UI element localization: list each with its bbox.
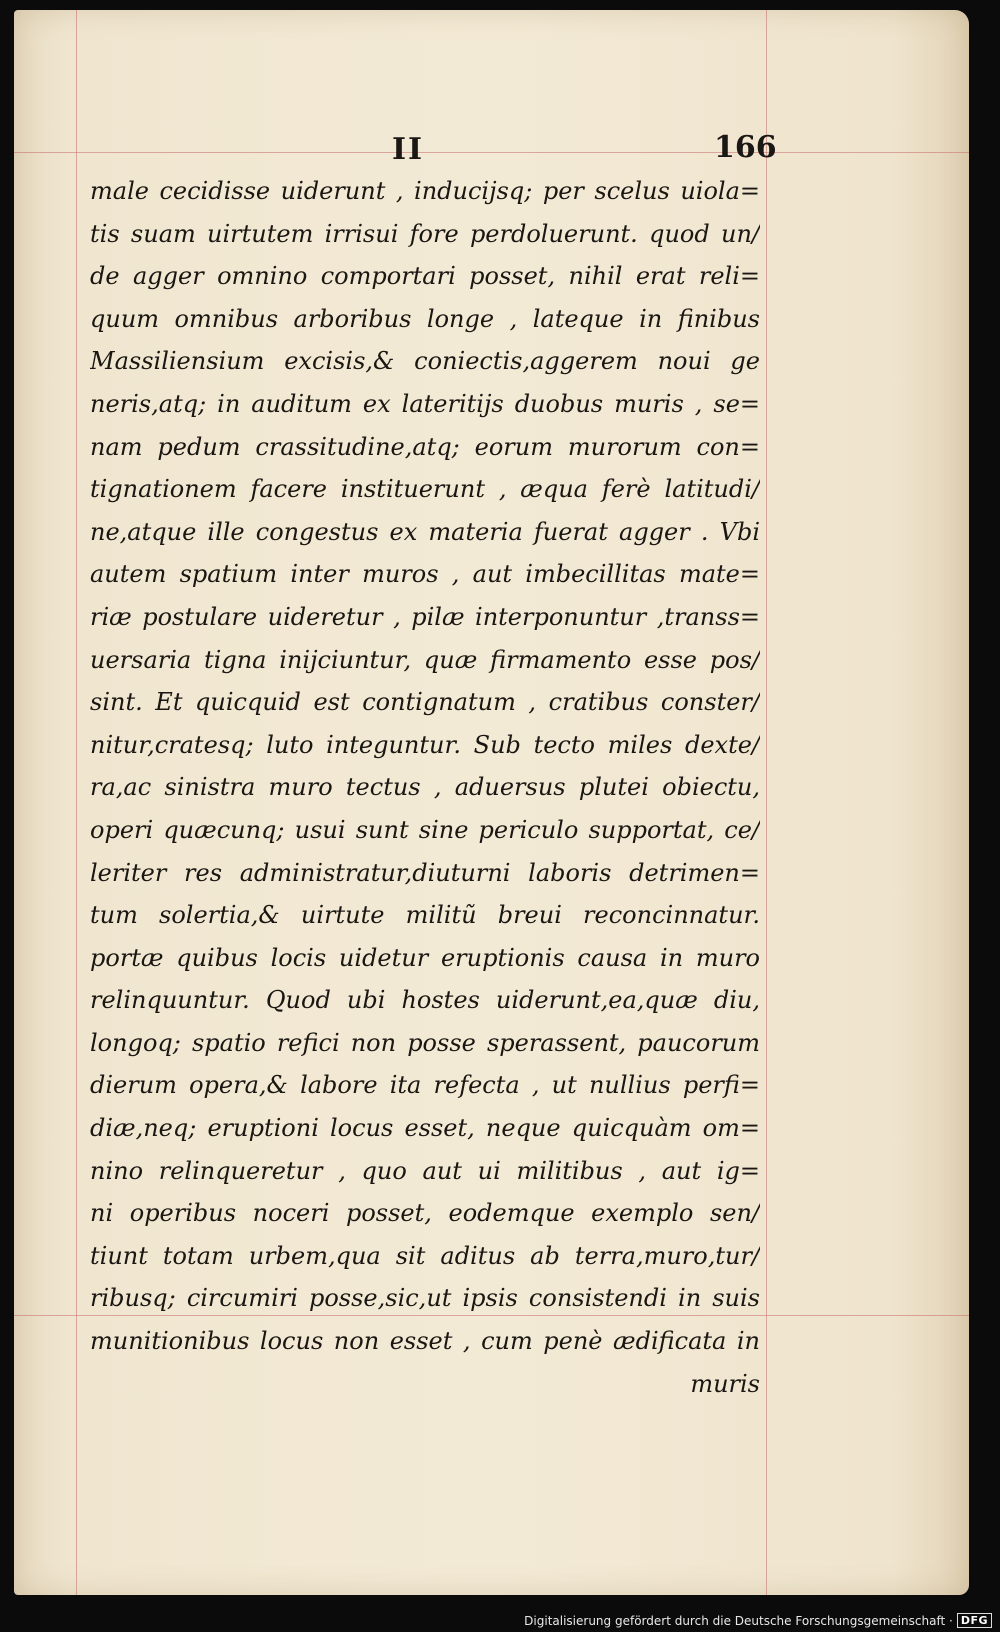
text-line: nitur,cratesq; luto integuntur. Sub tecto miles dexte/ [90,730,760,759]
text-line: nam pedum crassitudine,atq; eorum murorum con= [90,432,760,461]
page-number: 166 [714,130,777,165]
text-line: male cecidisse uiderunt , inducijsq; per scelus uiola= [90,177,760,205]
book-page [14,10,969,1595]
text-line: tiunt totam urbem,qua sit aditus ab terra,muro,tur/ [90,1241,760,1270]
text-line: quum omnibus arboribus longe , lateque in finibus [90,304,760,333]
text-line: ra,ac sinistra muro tectus , aduersus plutei obiectu, [90,773,760,802]
ruled-line-left [76,10,77,1595]
text-line: diæ,neq; eruptioni locus esset, neque quicquàm om= [90,1114,760,1143]
signature-mark: II [392,132,425,167]
text-line: uersaria tigna inijciuntur, quæ firmamento esse pos/ [90,645,760,674]
text-line: tum solertia,& uirtute militũ breui reconcinnatur. [90,901,760,930]
text-line: sint. Et quicquid est contignatum , cratibus conster/ [90,688,760,717]
text-line: portæ quibus locis uidetur eruptionis causa in muro [90,943,760,972]
text-line: nino relinqueretur , quo aut ui militibus , aut ig= [90,1156,760,1185]
dfg-logo: DFG [957,1613,992,1628]
text-line: ribusq; circumiri posse,sic,ut ipsis consistendi in suis [90,1284,760,1313]
text-line: munitionibus locus non esset , cum penè ædificata in [90,1327,760,1356]
text-line: riæ postulare uideretur , pilæ interponuntur ,transs= [90,602,760,631]
text-line: operi quæcunq; usui sunt sine periculo supportat, ce/ [90,815,760,844]
text-line: ni operibus noceri posset, eodemque exemplo sen/ [90,1199,760,1228]
text-line: neris,atq; in auditum ex lateritijs duobus muris , se= [90,389,760,418]
text-line: tis suam uirtutem irrisui fore perdoluerunt. quod un/ [90,219,760,248]
text-line: relinquuntur. Quod ubi hostes uiderunt,ea,quæ diu, [90,986,760,1015]
text-line: dierum opera,& labore ita refecta , ut nullius perfi= [90,1071,760,1100]
footer-credit: Digitalisierung gefördert durch die Deutsche Forschungsgemeinschaft · [524,1613,953,1628]
ruled-line-right [766,10,767,1595]
text-line: leriter res administratur,diuturni laboris detrimen= [90,858,760,887]
text-line: autem spatium inter muros , aut imbecillitas mate= [90,560,760,589]
catchword: muris [690,1369,760,1398]
text-line: tignationem facere instituerunt , æqua ferè latitudi/ [90,475,760,504]
body-text [90,170,760,1405]
digitization-footer [524,1613,992,1628]
text-line: longoq; spatio refici non posse sperassent, paucorum [90,1028,760,1057]
text-line: de agger omnino comportari posset, nihil erat reli= [90,262,760,291]
text-line: Massiliensium excisis,& coniectis,aggerem noui ge [90,347,760,376]
text-line: ne,atque ille congestus ex materia fuerat agger . Vbi [90,517,760,546]
ruled-line-top [14,152,969,153]
